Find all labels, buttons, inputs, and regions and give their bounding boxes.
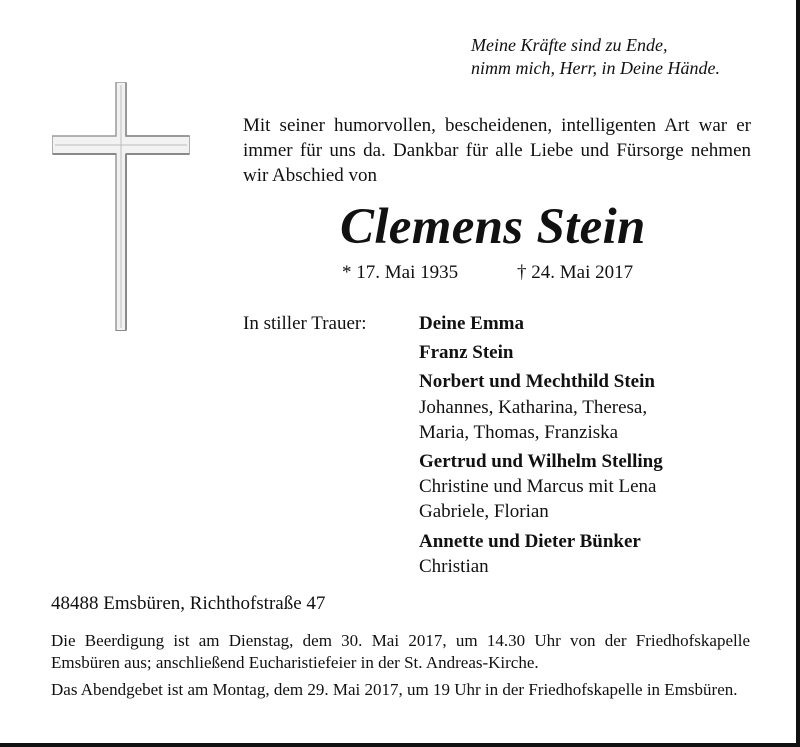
mourner-name: Gertrud und Wilhelm Stelling xyxy=(419,451,663,473)
mourner-name: Franz Stein xyxy=(419,342,514,364)
funeral-info: Die Beerdigung ist am Dienstag, dem 30. Mai 2017, um 14.30 Uhr von der Friedhofskapelle Emsbüren aus; anschließend Eucharistiefeier in der St. Andreas-Kirche. xyxy=(51,631,750,672)
death-date: † 24. Mai 2017 xyxy=(517,262,634,283)
mourner-entry xyxy=(419,449,663,525)
intro-text: Mit seiner humorvollen, bescheidenen, intelligenten Art war er immer für uns da. Dankbar für alle Liebe und Fürsorge nehmen wir Abschied von xyxy=(243,115,751,186)
mourner-name: Annette und Dieter Bünker xyxy=(419,530,641,552)
mourner-children: Christian xyxy=(419,555,489,577)
mourner-children: Gabriele, Florian xyxy=(419,501,549,523)
mourner-name: Deine Emma xyxy=(419,313,525,334)
mourners-list xyxy=(419,311,663,583)
family-address: 48488 Emsbüren, Richthofstraße 47 xyxy=(51,593,326,614)
birth-date: * 17. Mai 1935 xyxy=(342,262,459,283)
prayer-info: Das Abendgebet ist am Montag, dem 29. Mai 2017, um 19 Uhr in der Friedhofskapelle in Emsbüren. xyxy=(51,680,738,699)
motto-line-1: Meine Kräfte sind zu Ende, xyxy=(471,35,668,55)
mourner-children: Johannes, Katharina, Theresa, xyxy=(419,396,648,418)
motto-line-2: nimm mich, Herr, in Deine Hände. xyxy=(471,58,720,78)
motto-verse xyxy=(471,34,720,80)
mourner-children: Christine und Marcus mit Lena xyxy=(419,476,657,498)
mourner-name: Norbert und Mechthild Stein xyxy=(419,371,655,393)
mourner-children: Maria, Thomas, Franziska xyxy=(419,421,619,443)
deceased-name: Clemens Stein xyxy=(340,199,646,255)
mourning-label: In stiller Trauer: xyxy=(243,313,367,334)
cross-icon xyxy=(52,82,190,331)
mourner-entry xyxy=(419,369,663,445)
mourner-entry xyxy=(419,311,663,336)
mourner-entry xyxy=(419,340,663,365)
mourner-entry xyxy=(419,529,663,579)
